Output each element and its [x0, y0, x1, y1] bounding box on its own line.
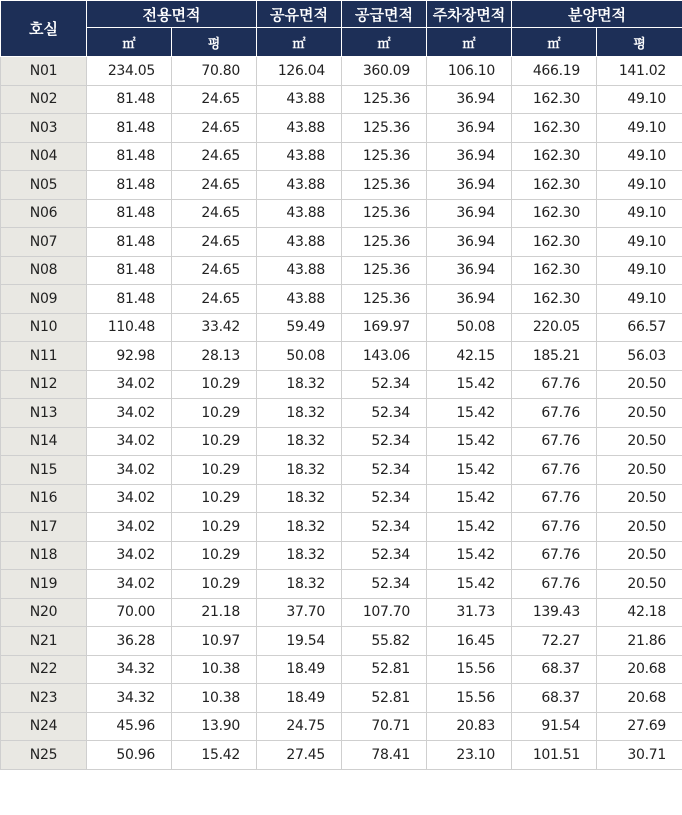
exclusive-m2-cell: 81.48 — [87, 256, 172, 285]
parking-m2-cell: 36.94 — [427, 285, 512, 314]
exclusive-pyeong-cell: 24.65 — [172, 285, 257, 314]
supply-m2-cell: 125.36 — [342, 142, 427, 171]
common-m2-cell: 50.08 — [257, 342, 342, 371]
sale-m2-cell: 67.76 — [512, 427, 597, 456]
common-m2-cell: 43.88 — [257, 199, 342, 228]
sale-pyeong-cell: 20.50 — [597, 570, 682, 599]
table-row — [1, 513, 682, 542]
sale-m2-cell: 91.54 — [512, 712, 597, 741]
exclusive-m2-cell: 34.02 — [87, 570, 172, 599]
exclusive-m2-cell: 70.00 — [87, 598, 172, 627]
exclusive-pyeong-cell: 10.29 — [172, 399, 257, 428]
supply-m2-cell: 78.41 — [342, 741, 427, 770]
table-row — [1, 114, 682, 143]
exclusive-m2-cell: 34.02 — [87, 484, 172, 513]
table-row — [1, 541, 682, 570]
common-m2-cell: 59.49 — [257, 313, 342, 342]
supply-m2-cell: 169.97 — [342, 313, 427, 342]
exclusive-pyeong-cell: 15.42 — [172, 741, 257, 770]
header-exclusive-area: 전용면적 — [87, 1, 257, 28]
supply-m2-cell: 107.70 — [342, 598, 427, 627]
sale-pyeong-cell: 20.50 — [597, 399, 682, 428]
sale-m2-cell: 67.76 — [512, 484, 597, 513]
sale-m2-cell: 185.21 — [512, 342, 597, 371]
sale-pyeong-cell: 49.10 — [597, 285, 682, 314]
supply-m2-cell: 360.09 — [342, 57, 427, 86]
exclusive-pyeong-cell: 24.65 — [172, 142, 257, 171]
exclusive-pyeong-cell: 10.29 — [172, 570, 257, 599]
exclusive-pyeong-cell: 24.65 — [172, 256, 257, 285]
exclusive-m2-cell: 34.02 — [87, 370, 172, 399]
supply-m2-cell: 52.34 — [342, 541, 427, 570]
room-cell: N10 — [1, 313, 87, 342]
exclusive-pyeong-cell: 10.29 — [172, 484, 257, 513]
sale-pyeong-cell: 49.10 — [597, 256, 682, 285]
supply-m2-cell: 143.06 — [342, 342, 427, 371]
room-cell: N07 — [1, 228, 87, 257]
exclusive-pyeong-cell: 10.38 — [172, 684, 257, 713]
header-common-area: 공유면적 — [257, 1, 342, 28]
sale-pyeong-cell: 49.10 — [597, 228, 682, 257]
table-row — [1, 313, 682, 342]
sale-pyeong-cell: 49.10 — [597, 85, 682, 114]
table-row — [1, 684, 682, 713]
parking-m2-cell: 36.94 — [427, 142, 512, 171]
table-row — [1, 627, 682, 656]
exclusive-m2-cell: 34.32 — [87, 684, 172, 713]
sale-pyeong-cell: 30.71 — [597, 741, 682, 770]
unit-supply-m2: ㎡ — [342, 28, 427, 57]
exclusive-m2-cell: 50.96 — [87, 741, 172, 770]
sale-m2-cell: 466.19 — [512, 57, 597, 86]
common-m2-cell: 18.32 — [257, 370, 342, 399]
parking-m2-cell: 36.94 — [427, 85, 512, 114]
sale-m2-cell: 68.37 — [512, 684, 597, 713]
sale-m2-cell: 68.37 — [512, 655, 597, 684]
table-row — [1, 399, 682, 428]
room-cell: N17 — [1, 513, 87, 542]
exclusive-pyeong-cell: 70.80 — [172, 57, 257, 86]
common-m2-cell: 27.45 — [257, 741, 342, 770]
room-cell: N23 — [1, 684, 87, 713]
sale-m2-cell: 67.76 — [512, 541, 597, 570]
parking-m2-cell: 42.15 — [427, 342, 512, 371]
parking-m2-cell: 31.73 — [427, 598, 512, 627]
common-m2-cell: 18.32 — [257, 541, 342, 570]
unit-parking-m2: ㎡ — [427, 28, 512, 57]
exclusive-m2-cell: 34.02 — [87, 399, 172, 428]
common-m2-cell: 18.32 — [257, 399, 342, 428]
table-row — [1, 256, 682, 285]
sale-m2-cell: 162.30 — [512, 256, 597, 285]
room-cell: N13 — [1, 399, 87, 428]
sale-m2-cell: 67.76 — [512, 399, 597, 428]
sale-m2-cell: 67.76 — [512, 456, 597, 485]
parking-m2-cell: 15.42 — [427, 427, 512, 456]
common-m2-cell: 18.32 — [257, 484, 342, 513]
parking-m2-cell: 20.83 — [427, 712, 512, 741]
common-m2-cell: 18.32 — [257, 456, 342, 485]
parking-m2-cell: 15.42 — [427, 484, 512, 513]
supply-m2-cell: 125.36 — [342, 85, 427, 114]
room-cell: N24 — [1, 712, 87, 741]
exclusive-pyeong-cell: 10.29 — [172, 541, 257, 570]
unit-exclusive-m2: ㎡ — [87, 28, 172, 57]
table-row — [1, 57, 682, 86]
table-row — [1, 484, 682, 513]
parking-m2-cell: 15.42 — [427, 541, 512, 570]
supply-m2-cell: 52.34 — [342, 570, 427, 599]
sale-pyeong-cell: 49.10 — [597, 114, 682, 143]
parking-m2-cell: 15.42 — [427, 513, 512, 542]
parking-m2-cell: 23.10 — [427, 741, 512, 770]
common-m2-cell: 43.88 — [257, 228, 342, 257]
exclusive-pyeong-cell: 24.65 — [172, 85, 257, 114]
sale-pyeong-cell: 20.68 — [597, 655, 682, 684]
table-row — [1, 712, 682, 741]
supply-m2-cell: 70.71 — [342, 712, 427, 741]
header-room: 호실 — [1, 1, 87, 57]
exclusive-m2-cell: 81.48 — [87, 285, 172, 314]
exclusive-m2-cell: 110.48 — [87, 313, 172, 342]
exclusive-pyeong-cell: 10.29 — [172, 456, 257, 485]
table-row — [1, 570, 682, 599]
table-row — [1, 342, 682, 371]
table-row — [1, 598, 682, 627]
room-cell: N11 — [1, 342, 87, 371]
exclusive-pyeong-cell: 28.13 — [172, 342, 257, 371]
parking-m2-cell: 15.42 — [427, 370, 512, 399]
sale-m2-cell: 101.51 — [512, 741, 597, 770]
sale-m2-cell: 220.05 — [512, 313, 597, 342]
supply-m2-cell: 125.36 — [342, 171, 427, 200]
sale-pyeong-cell: 49.10 — [597, 199, 682, 228]
sale-m2-cell: 162.30 — [512, 171, 597, 200]
room-cell: N06 — [1, 199, 87, 228]
supply-m2-cell: 52.81 — [342, 684, 427, 713]
exclusive-m2-cell: 81.48 — [87, 199, 172, 228]
exclusive-m2-cell: 92.98 — [87, 342, 172, 371]
sale-m2-cell: 162.30 — [512, 85, 597, 114]
exclusive-m2-cell: 234.05 — [87, 57, 172, 86]
table-row — [1, 655, 682, 684]
exclusive-m2-cell: 81.48 — [87, 228, 172, 257]
exclusive-m2-cell: 81.48 — [87, 114, 172, 143]
sale-pyeong-cell: 141.02 — [597, 57, 682, 86]
table-body — [1, 57, 682, 770]
room-cell: N12 — [1, 370, 87, 399]
room-cell: N02 — [1, 85, 87, 114]
room-cell: N19 — [1, 570, 87, 599]
sale-m2-cell: 162.30 — [512, 142, 597, 171]
common-m2-cell: 18.32 — [257, 570, 342, 599]
table-header — [1, 1, 682, 57]
parking-m2-cell: 15.42 — [427, 399, 512, 428]
table-row — [1, 370, 682, 399]
room-cell: N08 — [1, 256, 87, 285]
supply-m2-cell: 125.36 — [342, 256, 427, 285]
room-cell: N03 — [1, 114, 87, 143]
sale-m2-cell: 67.76 — [512, 370, 597, 399]
common-m2-cell: 24.75 — [257, 712, 342, 741]
common-m2-cell: 43.88 — [257, 285, 342, 314]
sale-m2-cell: 162.30 — [512, 199, 597, 228]
sale-pyeong-cell: 49.10 — [597, 142, 682, 171]
sale-m2-cell: 67.76 — [512, 570, 597, 599]
room-cell: N09 — [1, 285, 87, 314]
header-supply-area: 공급면적 — [342, 1, 427, 28]
common-m2-cell: 43.88 — [257, 114, 342, 143]
unit-exclusive-pyeong: 평 — [172, 28, 257, 57]
sale-pyeong-cell: 42.18 — [597, 598, 682, 627]
parking-m2-cell: 36.94 — [427, 199, 512, 228]
sale-m2-cell: 162.30 — [512, 285, 597, 314]
exclusive-m2-cell: 34.02 — [87, 427, 172, 456]
common-m2-cell: 18.49 — [257, 655, 342, 684]
exclusive-m2-cell: 34.32 — [87, 655, 172, 684]
header-parking-area: 주차장면적 — [427, 1, 512, 28]
supply-m2-cell: 52.81 — [342, 655, 427, 684]
room-cell: N21 — [1, 627, 87, 656]
parking-m2-cell: 15.56 — [427, 684, 512, 713]
table-row — [1, 85, 682, 114]
common-m2-cell: 43.88 — [257, 85, 342, 114]
sale-pyeong-cell: 20.50 — [597, 456, 682, 485]
sale-pyeong-cell: 20.50 — [597, 427, 682, 456]
room-cell: N18 — [1, 541, 87, 570]
sale-pyeong-cell: 20.50 — [597, 484, 682, 513]
unit-common-m2: ㎡ — [257, 28, 342, 57]
parking-m2-cell: 15.56 — [427, 655, 512, 684]
sale-pyeong-cell: 20.50 — [597, 541, 682, 570]
exclusive-m2-cell: 45.96 — [87, 712, 172, 741]
room-cell: N16 — [1, 484, 87, 513]
table-row — [1, 199, 682, 228]
room-cell: N14 — [1, 427, 87, 456]
parking-m2-cell: 50.08 — [427, 313, 512, 342]
exclusive-m2-cell: 34.02 — [87, 456, 172, 485]
sale-pyeong-cell: 56.03 — [597, 342, 682, 371]
table-row — [1, 741, 682, 770]
exclusive-pyeong-cell: 24.65 — [172, 199, 257, 228]
sale-pyeong-cell: 27.69 — [597, 712, 682, 741]
sale-pyeong-cell: 21.86 — [597, 627, 682, 656]
common-m2-cell: 19.54 — [257, 627, 342, 656]
supply-m2-cell: 52.34 — [342, 427, 427, 456]
exclusive-m2-cell: 36.28 — [87, 627, 172, 656]
unit-sale-m2: ㎡ — [512, 28, 597, 57]
sale-m2-cell: 162.30 — [512, 228, 597, 257]
sale-pyeong-cell: 66.57 — [597, 313, 682, 342]
parking-m2-cell: 36.94 — [427, 114, 512, 143]
room-cell: N01 — [1, 57, 87, 86]
exclusive-m2-cell: 34.02 — [87, 513, 172, 542]
exclusive-pyeong-cell: 21.18 — [172, 598, 257, 627]
parking-m2-cell: 106.10 — [427, 57, 512, 86]
parking-m2-cell: 36.94 — [427, 171, 512, 200]
common-m2-cell: 43.88 — [257, 171, 342, 200]
table-row — [1, 171, 682, 200]
parking-m2-cell: 36.94 — [427, 256, 512, 285]
exclusive-pyeong-cell: 24.65 — [172, 228, 257, 257]
table-row — [1, 456, 682, 485]
room-cell: N22 — [1, 655, 87, 684]
supply-m2-cell: 125.36 — [342, 285, 427, 314]
unit-sale-pyeong: 평 — [597, 28, 682, 57]
supply-m2-cell: 55.82 — [342, 627, 427, 656]
sale-m2-cell: 67.76 — [512, 513, 597, 542]
table-row — [1, 285, 682, 314]
sale-pyeong-cell: 20.50 — [597, 513, 682, 542]
exclusive-pyeong-cell: 10.38 — [172, 655, 257, 684]
exclusive-pyeong-cell: 10.29 — [172, 370, 257, 399]
sale-m2-cell: 162.30 — [512, 114, 597, 143]
supply-m2-cell: 52.34 — [342, 370, 427, 399]
exclusive-m2-cell: 81.48 — [87, 171, 172, 200]
exclusive-m2-cell: 81.48 — [87, 142, 172, 171]
sale-pyeong-cell: 20.50 — [597, 370, 682, 399]
supply-m2-cell: 52.34 — [342, 513, 427, 542]
supply-m2-cell: 52.34 — [342, 399, 427, 428]
table-row — [1, 427, 682, 456]
room-cell: N04 — [1, 142, 87, 171]
common-m2-cell: 18.32 — [257, 427, 342, 456]
exclusive-pyeong-cell: 13.90 — [172, 712, 257, 741]
common-m2-cell: 43.88 — [257, 142, 342, 171]
room-cell: N20 — [1, 598, 87, 627]
sale-pyeong-cell: 49.10 — [597, 171, 682, 200]
exclusive-m2-cell: 34.02 — [87, 541, 172, 570]
supply-m2-cell: 52.34 — [342, 484, 427, 513]
sale-m2-cell: 139.43 — [512, 598, 597, 627]
supply-m2-cell: 125.36 — [342, 228, 427, 257]
parking-m2-cell: 15.42 — [427, 570, 512, 599]
common-m2-cell: 37.70 — [257, 598, 342, 627]
sale-m2-cell: 72.27 — [512, 627, 597, 656]
parking-m2-cell: 15.42 — [427, 456, 512, 485]
room-cell: N05 — [1, 171, 87, 200]
supply-m2-cell: 125.36 — [342, 199, 427, 228]
parking-m2-cell: 36.94 — [427, 228, 512, 257]
exclusive-pyeong-cell: 24.65 — [172, 114, 257, 143]
exclusive-pyeong-cell: 10.29 — [172, 427, 257, 456]
exclusive-m2-cell: 81.48 — [87, 85, 172, 114]
table-row — [1, 142, 682, 171]
common-m2-cell: 43.88 — [257, 256, 342, 285]
common-m2-cell: 18.32 — [257, 513, 342, 542]
room-cell: N15 — [1, 456, 87, 485]
exclusive-pyeong-cell: 24.65 — [172, 171, 257, 200]
supply-m2-cell: 125.36 — [342, 114, 427, 143]
header-sale-area: 분양면적 — [512, 1, 682, 28]
sale-pyeong-cell: 20.68 — [597, 684, 682, 713]
supply-m2-cell: 52.34 — [342, 456, 427, 485]
table-row — [1, 228, 682, 257]
common-m2-cell: 18.49 — [257, 684, 342, 713]
room-cell: N25 — [1, 741, 87, 770]
parking-m2-cell: 16.45 — [427, 627, 512, 656]
exclusive-pyeong-cell: 10.97 — [172, 627, 257, 656]
exclusive-pyeong-cell: 10.29 — [172, 513, 257, 542]
common-m2-cell: 126.04 — [257, 57, 342, 86]
exclusive-pyeong-cell: 33.42 — [172, 313, 257, 342]
